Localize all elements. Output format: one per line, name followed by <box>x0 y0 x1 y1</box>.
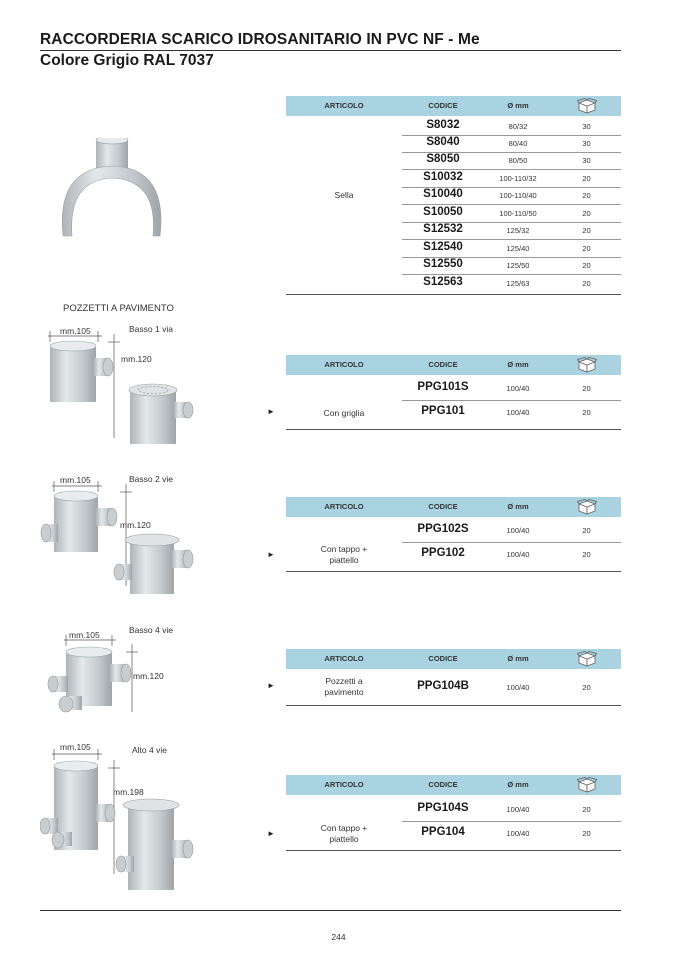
sella-table <box>286 96 621 288</box>
table-row: S8032 80/32 30 <box>426 119 591 131</box>
sella-rows <box>286 116 621 296</box>
table-row: S10050 100-110/50 20 <box>423 206 591 218</box>
table-row: S10032 100-110/32 20 <box>423 171 591 183</box>
width-dimension: mm.105 <box>60 326 91 336</box>
pozzetto-3-image <box>46 632 146 716</box>
table-row: S12563 125/63 20 <box>423 276 591 288</box>
table-row: S12532 125/32 20 <box>423 223 591 235</box>
width-dimension: mm.105 <box>60 475 91 485</box>
footer-divider <box>40 910 621 911</box>
table-header: ARTICOLO CODICE Ø mm <box>286 649 621 669</box>
pozzetto-2-table: ARTICOLO CODICE Ø mm PPG102S 100/40 20 PPG102 100/40 20 Con tappo + piattello <box>286 497 621 517</box>
height-dimension: mm.120 <box>120 520 151 530</box>
sella-image <box>60 138 170 240</box>
pozzetto-3-table: ARTICOLO CODICE Ø mm PPG104B 100/40 20 Pozzetti a pavimento <box>286 649 621 669</box>
height-dimension: mm.198 <box>113 787 144 797</box>
product-caption: Basso 2 vie <box>129 474 173 484</box>
articolo-cell: Pozzetti a pavimento <box>324 676 364 697</box>
articolo-cell: Con tappo + piattello <box>320 544 368 565</box>
pozzetto-4-table: ARTICOLO CODICE Ø mm PPG104S 100/40 20 PPG104 100/40 20 Con tappo + piattello <box>286 775 621 795</box>
width-dimension: mm.105 <box>69 630 100 640</box>
articolo-cell: Con tappo + piattello <box>320 823 368 844</box>
pozzetto-1-image <box>44 330 204 450</box>
arrow-icon: ► <box>267 407 275 416</box>
table-header: ARTICOLO CODICE Ø mm <box>286 775 621 795</box>
table-header: ARTICOLO CODICE Ø mm <box>286 497 621 517</box>
product-caption: Alto 4 vie <box>132 745 167 755</box>
table-header <box>286 96 621 116</box>
table-row: S8050 80/50 30 <box>426 153 591 165</box>
pozzetto-4-image <box>40 748 200 896</box>
arrow-icon: ► <box>267 550 275 559</box>
page-number: 244 <box>331 932 346 942</box>
width-dimension: mm.105 <box>60 742 91 752</box>
table-row: S10040 100-110/40 20 <box>423 188 591 200</box>
page-subtitle: Colore Grigio RAL 7037 <box>40 52 214 69</box>
product-caption: Basso 4 vie <box>129 625 173 635</box>
header-package <box>552 96 621 116</box>
pozzetto-1-table: ARTICOLO CODICE Ø mm PPG101S 100/40 20 PPG101 100/40 20 Con griglia <box>286 355 621 375</box>
product-caption: Basso 1 via <box>129 324 173 334</box>
articolo-cell: Sella <box>334 190 354 200</box>
header-articolo: ARTICOLO <box>324 101 364 110</box>
table-row: S8040 80/40 30 <box>426 136 591 148</box>
table-row: S12540 125/40 20 <box>423 241 591 253</box>
header-codice: CODICE <box>428 101 458 110</box>
title-divider <box>40 50 621 51</box>
table-row: S12550 125/50 20 <box>423 258 591 270</box>
header-diameter: Ø mm <box>507 101 529 110</box>
pozzetto-2-image <box>40 478 200 598</box>
page-title: RACCORDERIA SCARICO IDROSANITARIO IN PVC NF - Me <box>40 31 480 48</box>
table-header: ARTICOLO CODICE Ø mm <box>286 355 621 375</box>
package-icon <box>552 775 621 795</box>
package-icon <box>552 497 621 517</box>
height-dimension: mm.120 <box>121 354 152 364</box>
articolo-cell: Con griglia <box>323 408 365 418</box>
height-dimension: mm.120 <box>133 671 164 681</box>
package-icon <box>552 355 621 375</box>
section-label: POZZETTI A PAVIMENTO <box>63 303 174 314</box>
arrow-icon: ► <box>267 681 275 690</box>
arrow-icon: ► <box>267 829 275 838</box>
package-icon <box>552 649 621 669</box>
